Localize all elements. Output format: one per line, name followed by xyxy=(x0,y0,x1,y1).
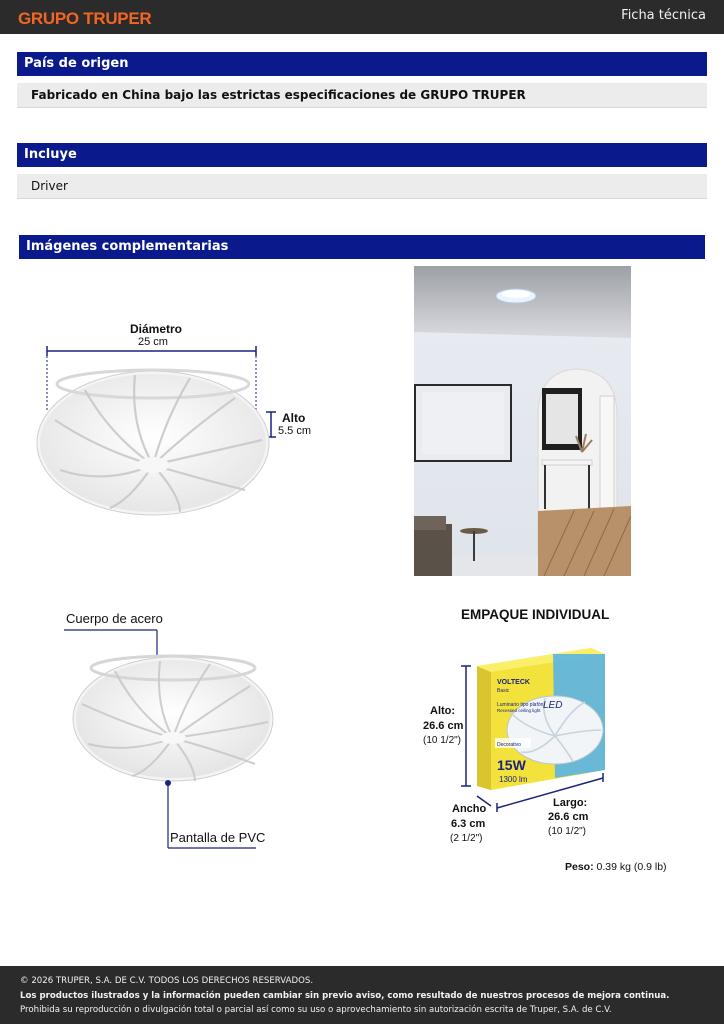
pkg-alto-in: (10 1/2") xyxy=(423,735,462,746)
box-line: Basic xyxy=(497,688,510,694)
pkg-weight xyxy=(565,861,667,873)
pkg-largo-cm: 26.6 cm xyxy=(548,811,589,823)
pkg-largo-label: Largo: xyxy=(553,797,588,809)
height-label: Alto xyxy=(282,411,306,425)
box-led: LED xyxy=(543,700,563,711)
doc-type-label: Ficha técnica xyxy=(621,8,706,23)
box-type: Decorativo xyxy=(497,742,521,748)
footer-legal: Prohibida su reproducción o divulgación total o parcial así como su uso o aprovechamiento sin autorización escrita de Truper, S.A. de C.V. xyxy=(20,1005,612,1015)
section-incluye-text: Driver xyxy=(17,174,707,199)
box-product: Luminario tipo plafón xyxy=(497,702,544,708)
pkg-weight-value: 0.39 kg (0.9 lb) xyxy=(596,861,667,873)
body-label: Cuerpo de acero xyxy=(66,611,163,626)
brand-logo: GRUPO TRUPER xyxy=(18,9,152,28)
box-product-en: Recessed ceiling light xyxy=(497,708,541,713)
packaging-box-image xyxy=(455,640,615,815)
pkg-largo-in: (10 1/2") xyxy=(548,826,587,837)
screen-label: Pantalla de PVC xyxy=(170,830,266,845)
footer-copyright: © 2026 TRUPER, S.A. DE C.V. TODOS LOS DERECHOS RESERVADOS. xyxy=(20,976,314,986)
diameter-label: Diámetro xyxy=(130,322,183,336)
diameter-value: 25 cm xyxy=(138,336,168,348)
pkg-ancho-in: (2 1/2") xyxy=(450,833,483,844)
height-value: 5.5 cm xyxy=(278,425,312,437)
pkg-ancho-cm: 6.3 cm xyxy=(451,818,486,830)
packaging-title: EMPAQUE INDIVIDUAL xyxy=(461,607,610,622)
pkg-alto-label: Alto: xyxy=(430,705,456,717)
top-bar xyxy=(0,0,724,34)
section-origen-text: Fabricado en China bajo las estrictas especificaciones de GRUPO TRUPER xyxy=(17,83,707,108)
pkg-alto-cm: 26.6 cm xyxy=(423,720,464,732)
lamp-parts-diagram xyxy=(60,626,280,851)
box-brand: VOLTECK xyxy=(497,679,530,686)
pkg-weight-label: Peso: xyxy=(565,861,594,873)
box-lumens: 1300 lm xyxy=(499,775,528,784)
section-origen-title: País de origen xyxy=(17,52,707,76)
room-photo xyxy=(414,266,631,576)
section-incluye-title: Incluye xyxy=(17,143,707,167)
footer-notice: Los productos ilustrados y la información pueden cambiar sin previo aviso, como resultado de nuestros procesos de mejora continua. xyxy=(20,991,670,1001)
pkg-ancho-label: Ancho xyxy=(452,803,487,815)
footer xyxy=(0,966,724,1024)
section-imagenes-title: Imágenes complementarias xyxy=(19,235,705,259)
box-watts: 15W xyxy=(497,757,526,773)
